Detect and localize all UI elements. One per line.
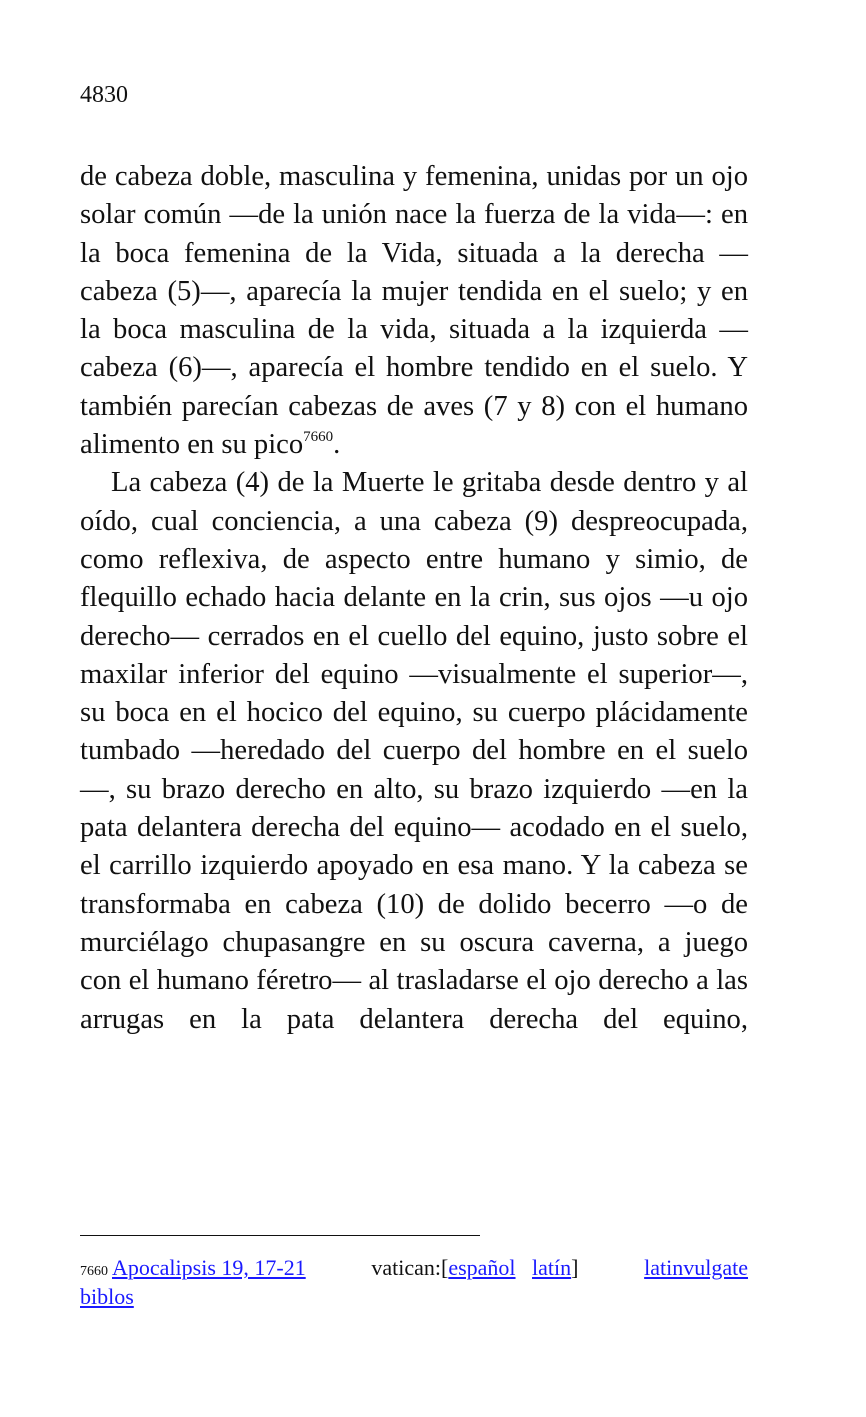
paragraph-1-text: de cabeza doble, masculina y femenina, unidas por un ojo solar común —de la unión nace la fuerza de la vida—: en la boca femenina de la Vida, situada a la derecha —cabeza (5)—, aparecía la mujer tendida en el suelo; y en la boca masculina de la vida, situada a la izquierda —cabeza (6)—, aparecía el hombre tendido en el suelo. Y también parecían cabezas de aves (7 y 8) con el humano alimento en su pico bbox=[80, 161, 748, 461]
paragraph-1-tail: . bbox=[333, 429, 341, 461]
footnote-lead: 7660 Apocalipsis 19, 17-21 bbox=[80, 1255, 306, 1280]
vatican-label: vatican: bbox=[371, 1255, 441, 1280]
apocalipsis-link[interactable]: Apocalipsis 19, 17-21 bbox=[112, 1255, 306, 1280]
footnote bbox=[80, 1253, 748, 1311]
paragraph-2-text: La cabeza (4) de la Muerte le gritaba desde dentro y al oído, cual conciencia, a una cabeza (9) despreocupada, como reflexiva, de aspecto entre humano y simio, de flequillo echado hacia delante en la crin, sus ojos —u ojo derecho— cerrados en el cuello del equino, justo sobre el maxilar inferior del equino —visualmente el superior—, su boca en el hocico del equino, su cuerpo plácidamente tumbado —heredado del cuerpo del hombre en el suelo—, su brazo derecho en alto, su brazo izquierdo —en la pata delantera derecha del equino— acodado en el suelo, el carrillo izquierdo apoyado en esa mano. Y la cabeza se transformaba en cabeza (10) de dolido becerro —o de murciélago chupasangre en su oscura caverna, a juego con el humano féretro— al trasladarse el ojo derecho a las arrugas en la pata delantera derecha del equino, bbox=[80, 467, 748, 1035]
body-text bbox=[80, 158, 748, 1039]
footnote-reference[interactable]: 7660 bbox=[303, 429, 334, 446]
bracket-close: ] bbox=[571, 1255, 579, 1280]
paragraph-2 bbox=[80, 464, 748, 1038]
footnote-line-1 bbox=[80, 1253, 748, 1282]
vatican-sources bbox=[371, 1253, 578, 1282]
biblos-link[interactable]: biblos bbox=[80, 1284, 134, 1309]
latinvulgate-link[interactable]: latinvulgate bbox=[644, 1255, 748, 1280]
espanol-link[interactable]: español bbox=[448, 1255, 516, 1280]
footnote-separator bbox=[80, 1235, 480, 1236]
paragraph-1 bbox=[80, 158, 748, 464]
page-number: 4830 bbox=[80, 82, 128, 108]
bracket-open: [ bbox=[441, 1255, 449, 1280]
latin-link[interactable]: latín bbox=[532, 1255, 572, 1280]
footnote-line-2 bbox=[80, 1282, 748, 1311]
